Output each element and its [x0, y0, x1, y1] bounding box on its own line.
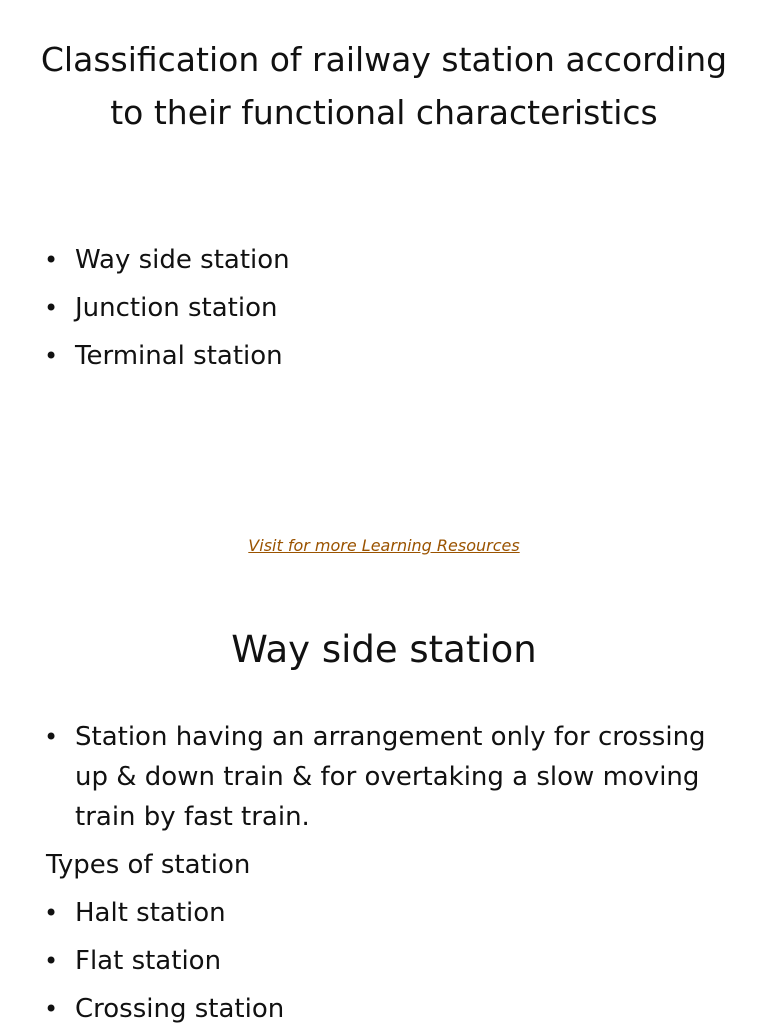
- bullet-icon: •: [44, 294, 59, 322]
- bullet-icon: •: [44, 246, 59, 274]
- list-item-text: Crossing station: [75, 994, 285, 1024]
- station-type-list: [44, 240, 734, 384]
- description-list: [44, 717, 734, 1024]
- list-item-text: Station having an arrangement only for crossing up & down train & for overtaking a slow moving train by fast train.: [75, 722, 706, 832]
- bullet-icon: •: [44, 723, 59, 751]
- slide-title: Classification of railway station according to their functional characteristics: [40, 40, 728, 132]
- list-item-text: Junction station: [75, 293, 278, 323]
- slide-way-side-station: [0, 576, 768, 1024]
- list-item: [44, 240, 734, 280]
- bullet-icon: •: [44, 899, 59, 927]
- slide-title: Way side station: [231, 628, 537, 671]
- list-item-text: Way side station: [75, 245, 290, 275]
- types-subheading: Types of station: [46, 850, 251, 880]
- list-item: [44, 941, 734, 981]
- learning-resources-link[interactable]: Visit for more Learning Resources: [248, 536, 520, 555]
- list-item-text: Halt station: [75, 898, 226, 928]
- list-item: [44, 989, 734, 1024]
- list-item-text: Flat station: [75, 946, 222, 976]
- list-item: [44, 336, 734, 376]
- list-item: [44, 288, 734, 328]
- list-item-text: Terminal station: [75, 341, 283, 371]
- list-item: [44, 893, 734, 933]
- list-item: [44, 717, 734, 837]
- bullet-icon: •: [44, 995, 59, 1023]
- bullet-icon: •: [44, 947, 59, 975]
- bullet-icon: •: [44, 342, 59, 370]
